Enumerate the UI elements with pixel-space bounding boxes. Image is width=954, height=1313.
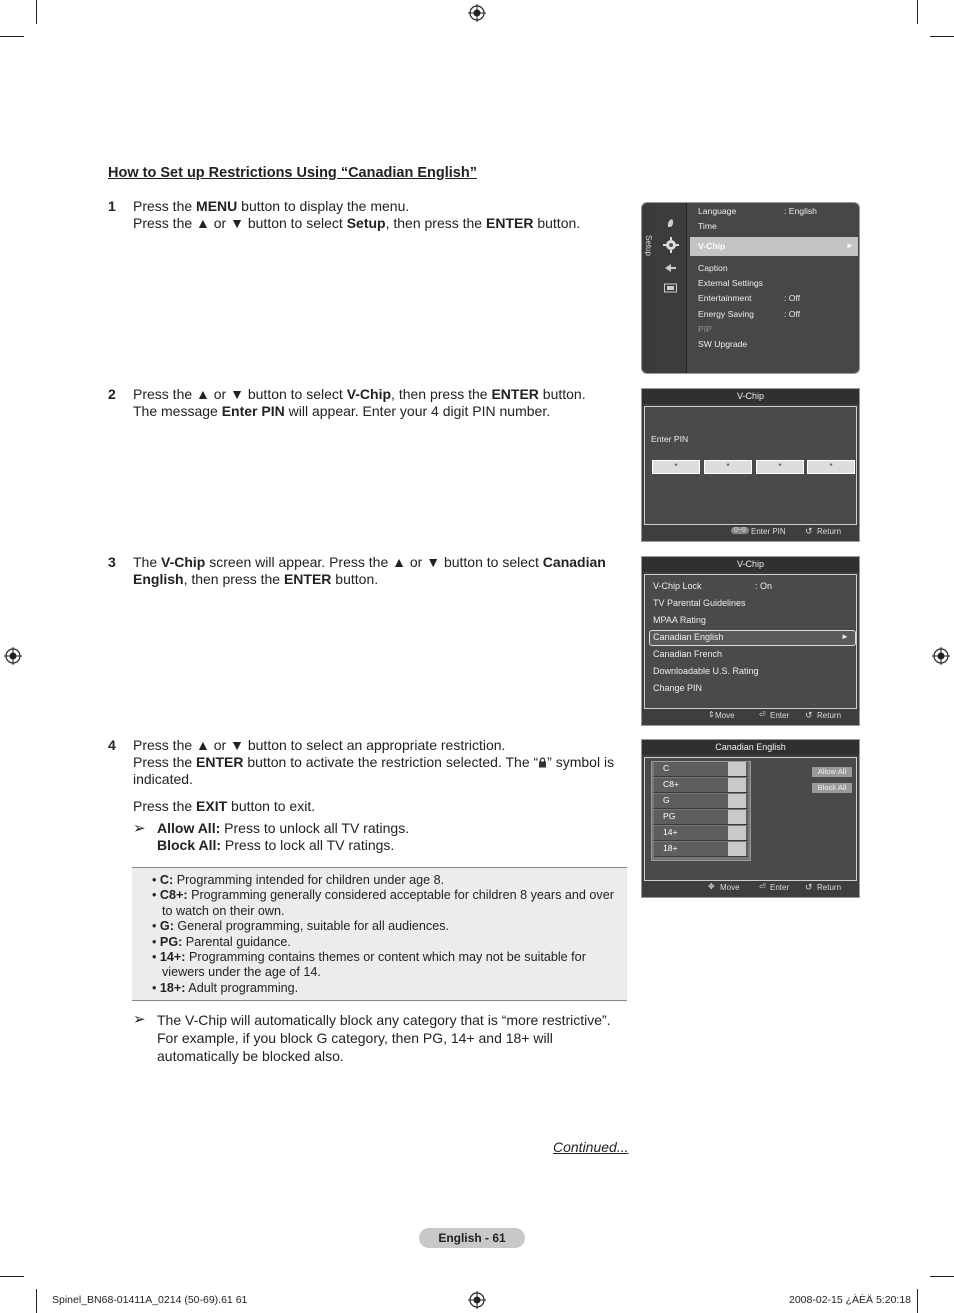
osd-canadian-english bbox=[641, 739, 860, 898]
move-icon: ✥ bbox=[708, 882, 715, 891]
osd-footer bbox=[642, 709, 859, 725]
move-icon: ⇕ bbox=[708, 710, 715, 719]
arrow-icon: ➢ bbox=[133, 820, 146, 837]
registration-mark-icon bbox=[932, 647, 950, 665]
osd-header: V-Chip bbox=[642, 557, 859, 572]
continued-label: Continued... bbox=[553, 1139, 629, 1155]
vchip-item-tv-parental[interactable]: TV Parental Guidelines bbox=[653, 598, 746, 608]
menu-item-time[interactable]: Time bbox=[698, 221, 717, 231]
rating-info-row: • 18+: Adult programming. bbox=[152, 980, 299, 995]
rating-row-pg[interactable]: PG bbox=[654, 810, 748, 825]
unlock-icon[interactable] bbox=[728, 794, 746, 808]
osd-header: Canadian English bbox=[642, 740, 859, 755]
pin-digit-field[interactable]: * bbox=[652, 460, 700, 474]
vchip-item-arrow: ► bbox=[841, 632, 849, 641]
step-number: 3 bbox=[108, 554, 116, 570]
vchip-item-canadian-french[interactable]: Canadian French bbox=[653, 649, 723, 659]
menu-item-language[interactable]: Language bbox=[698, 206, 737, 216]
osd-side-strip bbox=[642, 203, 654, 373]
rating-row-g[interactable]: G bbox=[654, 794, 748, 809]
menu-item-external-settings[interactable]: External Settings bbox=[698, 278, 763, 288]
return-icon: ↺ bbox=[805, 710, 813, 720]
step-3-text: The V-Chip screen will appear. Press the ▲ or ▼ button to select Canadian English, then press the ENTER button. bbox=[133, 554, 606, 587]
rating-info-row: • C8+: Programming generally considered acceptable for children 8 years and over to watch on their own. bbox=[152, 888, 614, 918]
page-title: How to Set up Restrictions Using “Canadian English” bbox=[108, 165, 477, 181]
return-hint[interactable]: Return bbox=[817, 711, 842, 720]
footer-timestamp: 2008-02-15 ¿ÀÈÄ 5:20:18 bbox=[789, 1294, 912, 1306]
footer-file-info: Spinel_BN68-01411A_0214 (50-69).61 61 bbox=[52, 1294, 248, 1306]
allow-all-button[interactable]: Allow All bbox=[812, 767, 852, 777]
unlock-icon[interactable] bbox=[728, 762, 746, 776]
osd-vchip-panel bbox=[644, 574, 857, 709]
return-hint[interactable]: Return bbox=[817, 883, 842, 892]
menu-item-arrow: ► bbox=[846, 241, 854, 250]
rating-info-row: • C: Programming intended for children under age 8. bbox=[152, 873, 445, 887]
ratings-info-box bbox=[132, 867, 627, 1001]
vchip-item-mpaa[interactable]: MPAA Rating bbox=[653, 615, 706, 625]
pin-digit-field[interactable]: * bbox=[704, 460, 752, 474]
vchip-item-canadian-english[interactable]: Canadian English bbox=[653, 632, 724, 642]
step-4-text: Press the ▲ or ▼ button to select an appropriate restriction. Press the ENTER button to activate the restriction selected. The “ ” symbol is indicated. Press the EXIT button to exit. bbox=[133, 737, 615, 814]
block-all-button[interactable]: Block All bbox=[812, 783, 852, 793]
application-icon bbox=[664, 283, 677, 293]
input-icon bbox=[664, 263, 677, 273]
vchip-item-downloadable-us[interactable]: Downloadable U.S. Rating bbox=[653, 666, 759, 676]
lock-icon bbox=[538, 757, 547, 768]
step-number: 1 bbox=[108, 198, 116, 214]
crop-mark bbox=[36, 0, 37, 24]
osd-enter-pin bbox=[641, 388, 860, 542]
osd-footer bbox=[642, 525, 859, 541]
osd-ratings-panel bbox=[644, 757, 857, 881]
rating-info-row: • G: General programming, suitable for all audiences. bbox=[152, 919, 450, 934]
menu-item-entertainment[interactable]: Entertainment bbox=[698, 293, 752, 303]
vchip-item-lock[interactable]: V-Chip Lock bbox=[653, 581, 702, 591]
vchip-item-change-pin[interactable]: Change PIN bbox=[653, 683, 703, 693]
registration-mark-icon bbox=[468, 4, 486, 22]
enter-icon: ⏎ bbox=[759, 882, 766, 891]
osd-setup-menu bbox=[641, 202, 860, 374]
unlock-icon[interactable] bbox=[728, 826, 746, 840]
return-hint[interactable]: Return bbox=[817, 527, 842, 536]
crop-mark bbox=[917, 1289, 918, 1313]
rating-info-row: • PG: Parental guidance. bbox=[152, 934, 291, 949]
vchip-note: ➢ The V-Chip will automatically block any category that is “more restrictive”. For example, if you block G category, then PG, 14+ and 18+ will automatically be blocked also. bbox=[133, 1011, 611, 1064]
allow-block-note: ➢ Allow All: Press to unlock all TV ratings. Block All: Press to lock all TV ratings. bbox=[133, 820, 410, 853]
rating-row-14[interactable]: 14+ bbox=[654, 826, 748, 841]
osd-side-label: Setup bbox=[643, 235, 653, 256]
menu-item-value: : English bbox=[784, 206, 817, 216]
crop-mark bbox=[36, 1289, 37, 1313]
crop-mark bbox=[0, 36, 24, 37]
step-2-text: Press the ▲ or ▼ button to select V-Chip, then press the ENTER button. The message Enter PIN will appear. Enter your 4 digit PIN number. bbox=[133, 386, 586, 419]
move-hint: Move bbox=[720, 883, 740, 892]
osd-vchip-menu bbox=[641, 556, 860, 726]
arrow-icon: ➢ bbox=[133, 1011, 146, 1028]
return-icon: ↺ bbox=[805, 526, 813, 536]
menu-item-pip[interactable]: PIP bbox=[698, 324, 712, 334]
osd-icon-column bbox=[654, 203, 687, 373]
menu-item-vchip[interactable]: V-Chip bbox=[698, 241, 726, 251]
registration-mark-icon bbox=[4, 647, 22, 665]
menu-item-value: : Off bbox=[784, 309, 801, 319]
osd-pin-panel bbox=[644, 406, 857, 525]
menu-item-value: : Off bbox=[784, 293, 801, 303]
vchip-item-value: : On bbox=[755, 581, 773, 591]
gear-icon bbox=[663, 237, 679, 253]
crop-mark bbox=[0, 1276, 24, 1277]
rating-info-row: • 14+: Programming contains themes or content which may not be suitable for viewers under the age of 14. bbox=[152, 950, 586, 980]
osd-header: V-Chip bbox=[642, 389, 859, 404]
unlock-icon[interactable] bbox=[728, 810, 746, 824]
osd-footer bbox=[642, 881, 859, 897]
step-1-text: Press the MENU button to display the menu. Press the ▲ or ▼ button to select Setup, then press the ENTER button. bbox=[133, 198, 581, 231]
pin-digit-field[interactable]: * bbox=[807, 460, 855, 474]
move-hint: Move bbox=[715, 711, 735, 720]
crop-mark bbox=[930, 36, 954, 37]
step-number: 4 bbox=[108, 737, 116, 753]
enter-icon: ⏎ bbox=[759, 710, 766, 719]
registration-mark-icon bbox=[468, 1291, 486, 1309]
number-key-badge: 0~9 bbox=[731, 527, 749, 534]
rating-row-c[interactable]: C bbox=[654, 762, 748, 777]
rating-row-c8[interactable]: C8+ bbox=[654, 778, 748, 793]
unlock-icon[interactable] bbox=[728, 842, 746, 856]
pin-digit-field[interactable]: * bbox=[756, 460, 804, 474]
menu-item-sw-upgrade[interactable]: SW Upgrade bbox=[698, 339, 748, 349]
unlock-icon[interactable] bbox=[728, 778, 746, 792]
enter-hint: Enter bbox=[770, 711, 790, 720]
enter-hint: Enter bbox=[770, 883, 790, 892]
crop-mark bbox=[917, 0, 918, 24]
return-icon: ↺ bbox=[805, 882, 813, 892]
picture-icon bbox=[665, 217, 677, 229]
crop-mark bbox=[930, 1276, 954, 1277]
menu-item-energy-saving[interactable]: Energy Saving bbox=[698, 309, 754, 319]
rating-row-18[interactable]: 18+ bbox=[654, 842, 748, 857]
pin-prompt: Enter PIN bbox=[651, 434, 689, 444]
menu-item-caption[interactable]: Caption bbox=[698, 263, 728, 273]
page-number-badge: English - 61 bbox=[419, 1228, 525, 1248]
step-number: 2 bbox=[108, 386, 116, 402]
enter-pin-hint: Enter PIN bbox=[751, 527, 786, 536]
